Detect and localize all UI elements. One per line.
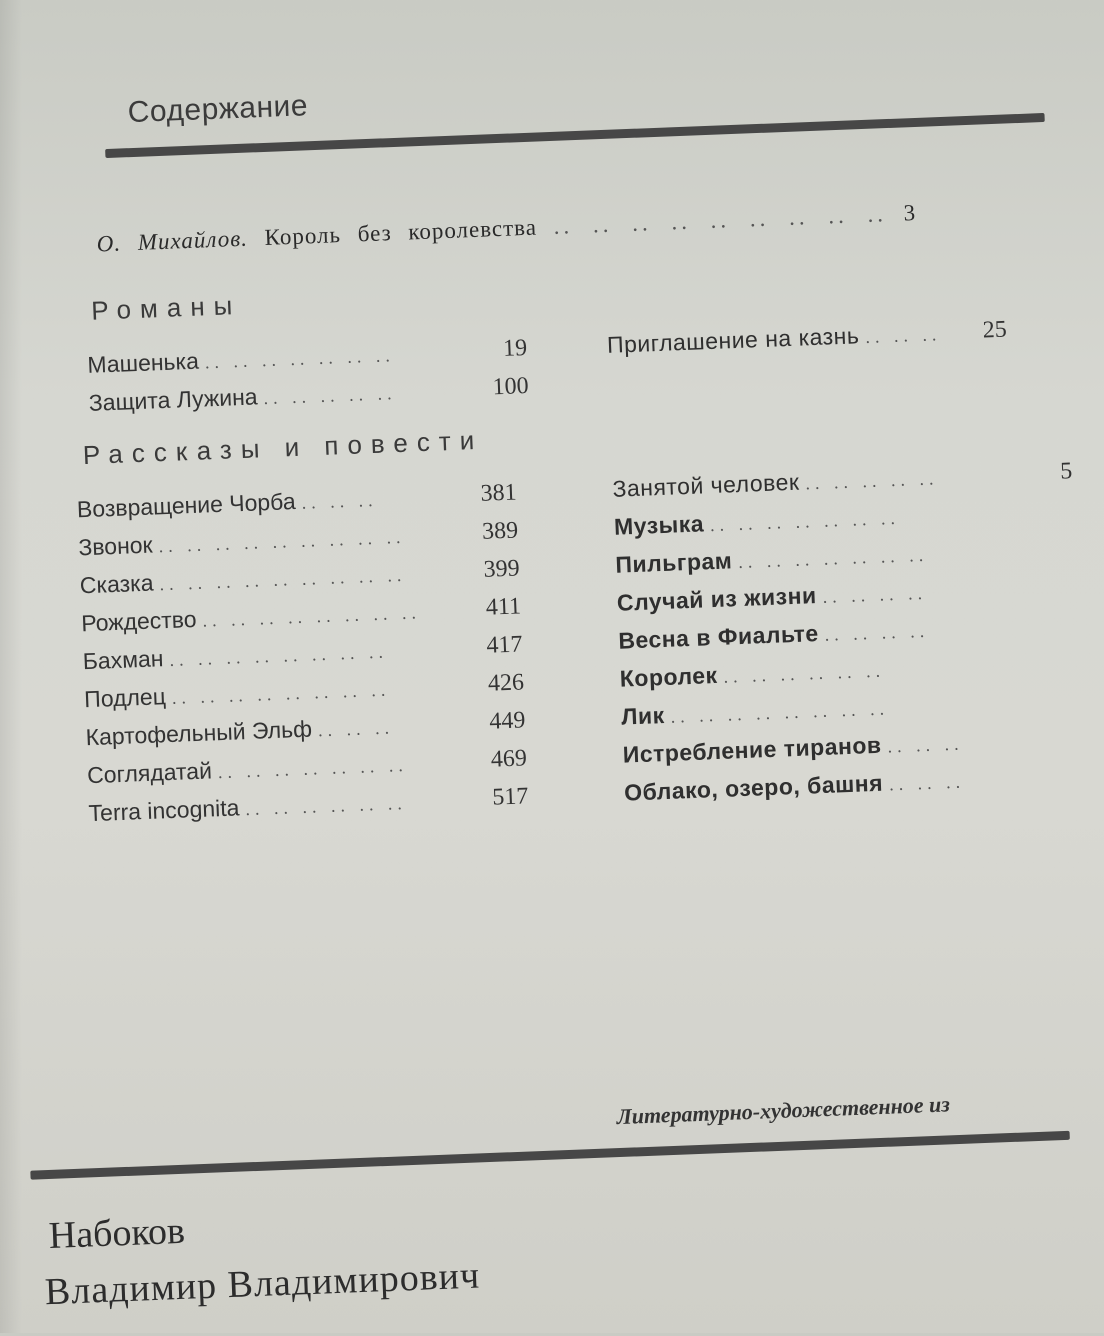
entry-title: Рождество xyxy=(80,605,197,637)
entry-title: Бахман xyxy=(82,645,164,675)
entry-dots: .. .. .. .. .. .. .. xyxy=(217,754,409,783)
entry-dots: .. .. .. xyxy=(864,324,942,348)
entry-page: 381 xyxy=(480,479,518,507)
entry-dots: .. .. .. .. xyxy=(822,582,928,607)
entry-dots: .. .. .. .. .. .. .. .. .. xyxy=(159,564,407,595)
entry-title: Пильграм xyxy=(614,547,733,578)
entry-dots: .. .. .. xyxy=(888,771,966,795)
entry-title: Соглядатай xyxy=(86,757,213,789)
entry-page: 469 xyxy=(490,745,528,773)
entry-page: 449 xyxy=(488,707,526,735)
entry-dots: .. .. .. .. .. .. xyxy=(245,792,408,820)
entry-page: 517 xyxy=(491,783,529,811)
author-fullname: Владимир Владимирович xyxy=(44,1254,481,1314)
entry-title: Защита Лужина xyxy=(88,383,258,416)
entry-title: Подлец xyxy=(83,683,167,713)
entry-page: 100 xyxy=(492,372,530,401)
entry-title: Случай из жизни xyxy=(616,582,818,616)
entry-title: Сказка xyxy=(79,569,154,599)
entry-page: 5 xyxy=(1059,458,1073,485)
entry-title: Машенька xyxy=(86,347,200,378)
imprint-line: Литературно-художественное из xyxy=(616,1091,951,1130)
entry-dots: .. .. .. .. .. .. .. .. xyxy=(171,679,391,708)
entry-dots: .. .. .. .. .. xyxy=(263,383,397,409)
intro-title: Король без королевства xyxy=(264,214,538,250)
entry-page: 426 xyxy=(487,669,525,697)
author-surname: Набоков xyxy=(48,1209,186,1258)
intro-entry xyxy=(96,200,916,257)
entry-title: Облако, озеро, башня xyxy=(623,769,884,806)
entry-dots: .. .. .. .. .. .. .. .. xyxy=(169,641,389,670)
entry-page: 411 xyxy=(485,593,522,621)
intro-page: 3 xyxy=(903,199,917,226)
entry-page: 399 xyxy=(483,555,521,583)
entry-dots: .. .. .. .. .. .. .. .. xyxy=(670,698,890,727)
entry-title: Истребление тиранов xyxy=(622,731,882,768)
novels-left-column xyxy=(87,335,530,428)
entry-dots: .. .. .. .. .. .. .. xyxy=(709,507,901,536)
entry-dots: .. .. .. xyxy=(301,489,378,513)
entry-dots: .. .. .. .. .. .. .. xyxy=(737,544,929,573)
entry-page: 19 xyxy=(502,335,528,362)
entry-dots: .. .. .. .. .. .. .. .. xyxy=(202,602,422,631)
entry-title: Картофельный Эльф xyxy=(85,715,313,751)
section-stories-heading: Рассказы и повести xyxy=(82,424,484,471)
stories-right-column xyxy=(612,458,1085,817)
entry-title: Лик xyxy=(620,702,666,730)
entry-dots: .. .. .. xyxy=(317,717,395,741)
section-novels-heading: Романы xyxy=(90,289,242,326)
stories-left-column xyxy=(76,480,529,839)
entry-title: Возвращение Чорба xyxy=(76,488,297,523)
page-title: Содержание xyxy=(127,89,309,130)
entry-title: Королек xyxy=(619,661,719,692)
entry-title: Звонок xyxy=(77,531,154,561)
bottom-rule xyxy=(30,1131,1070,1180)
entry-title: Занятой человек xyxy=(612,468,800,502)
entry-dots: .. .. .. .. .. xyxy=(805,468,939,494)
novels-right-column xyxy=(607,317,1008,370)
entry-title: Приглашение на казнь xyxy=(606,322,860,358)
entry-dots: .. .. .. xyxy=(887,733,964,757)
entry-title: Весна в Фиальте xyxy=(617,620,820,654)
intro-author: О. Михайлов. xyxy=(96,225,249,257)
entry-dots: .. .. .. .. .. .. .. .. .. xyxy=(158,526,406,557)
entry-title: Музыка xyxy=(613,510,705,540)
entry-page: 389 xyxy=(481,517,519,545)
entry-title: Terra incognita xyxy=(88,794,240,827)
intro-dots: .. .. .. .. .. .. .. .. .. xyxy=(553,201,888,239)
entry-page: 25 xyxy=(982,316,1008,344)
entry-dots: .. .. .. .. .. .. xyxy=(723,660,886,687)
entry-dots: .. .. .. .. .. .. .. xyxy=(204,345,396,373)
toc-entry xyxy=(607,317,1008,370)
entry-page: 417 xyxy=(485,631,523,659)
entry-dots: .. .. .. .. xyxy=(824,620,930,645)
